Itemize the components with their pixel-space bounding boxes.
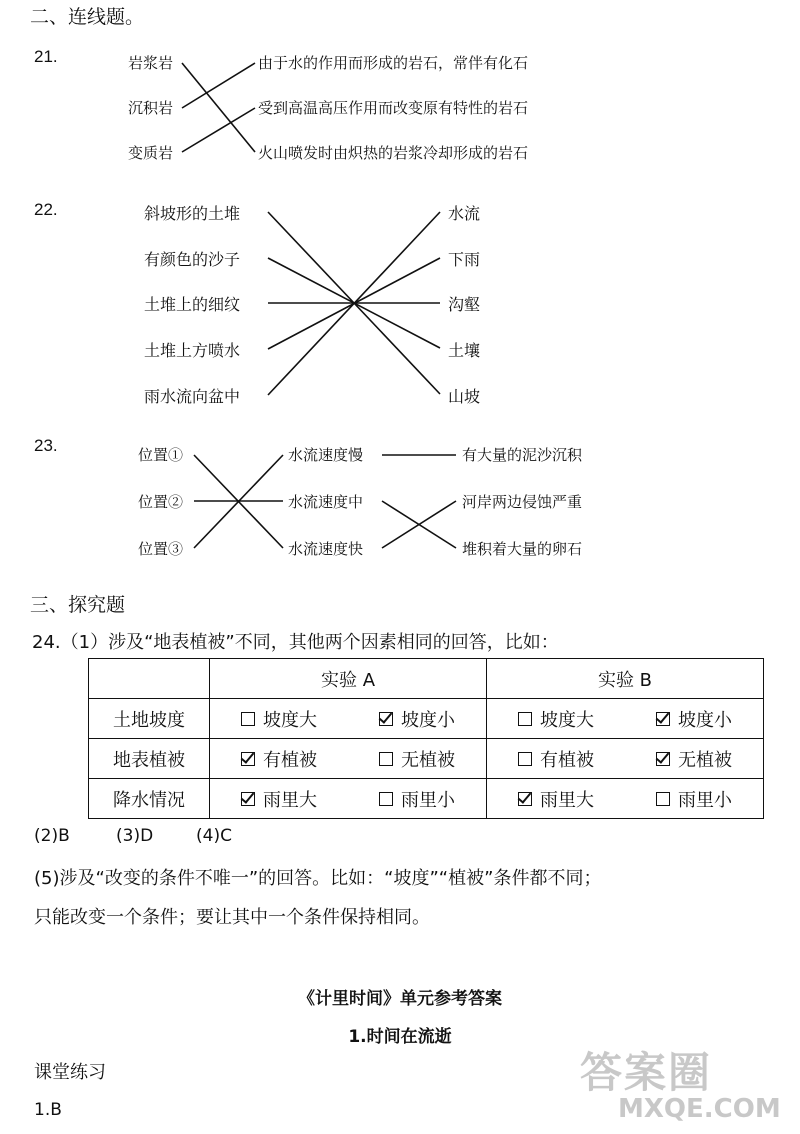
header-experiment-b: 实验 B — [487, 659, 764, 699]
checkbox-icon — [656, 752, 670, 766]
answer-5-line-1: (5)涉及“改变的条件不唯一”的回答。比如：“坡度”“植被”条件都不同； — [34, 868, 602, 889]
lesson-title: 1.时间在流逝 — [348, 1027, 452, 1047]
checkbox-icon — [241, 712, 255, 726]
q22-right-item: 山坡 — [448, 387, 481, 406]
q23-mid-item: 水流速度快 — [288, 540, 364, 558]
checkbox-icon — [518, 752, 532, 766]
option-label: 坡度小 — [401, 709, 455, 731]
header-experiment-a: 实验 A — [210, 659, 487, 699]
q21-right-item: 由于水的作用而形成的岩石，常伴有化石 — [258, 54, 529, 72]
q21-number: 21. — [34, 47, 58, 66]
q23-right-item: 堆积着大量的卵石 — [462, 540, 583, 558]
row-label: 地表植被 — [89, 739, 210, 779]
answer-5-line-2: 只能改变一个条件；要让其中一个条件保持相同。 — [34, 907, 430, 928]
option-label: 坡度大 — [540, 709, 594, 731]
q21-left-item: 沉积岩 — [128, 99, 174, 117]
table-row — [89, 739, 764, 779]
q21-right-item: 受到高温高压作用而改变原有特性的岩石 — [258, 99, 529, 117]
option — [379, 746, 455, 772]
q22-right-item: 水流 — [448, 204, 481, 223]
option — [518, 746, 594, 772]
q24-intro: 24.（1）涉及“地表植被”不同，其他两个因素相同的回答，比如： — [32, 632, 559, 653]
row-label: 土地坡度 — [89, 699, 210, 739]
answer-1: 1.B — [34, 1100, 62, 1120]
option — [241, 706, 317, 732]
checkbox-icon — [518, 712, 532, 726]
q22-left-item: 雨水流向盆中 — [144, 387, 241, 406]
option — [656, 746, 732, 772]
q23-right-item: 有大量的泥沙沉积 — [462, 446, 583, 464]
q22-left-item: 土堆上的细纹 — [144, 295, 241, 314]
experiment-table — [88, 658, 764, 819]
q22-left-item: 土堆上方喷水 — [144, 341, 241, 360]
experiment-a-cell — [210, 779, 487, 819]
q23-number: 23. — [34, 436, 58, 455]
table-corner-cell — [89, 659, 210, 699]
option — [379, 706, 455, 732]
q21-left-item: 岩浆岩 — [128, 54, 174, 72]
checkbox-icon — [379, 752, 393, 766]
option-label: 雨里小 — [401, 789, 455, 811]
option — [518, 786, 594, 812]
q22-right-item: 沟壑 — [448, 295, 481, 314]
option-label: 坡度大 — [263, 709, 317, 731]
section-2-heading: 二、连线题。 — [30, 6, 145, 28]
checkbox-icon — [518, 792, 532, 806]
option-label: 雨里大 — [263, 789, 317, 811]
section-3-heading: 三、探究题 — [30, 594, 126, 616]
answer-2: (2)B — [34, 826, 70, 846]
practice-heading: 课堂练习 — [34, 1062, 106, 1083]
checkbox-icon — [656, 712, 670, 726]
option — [656, 786, 732, 812]
q21-line — [182, 63, 255, 152]
option — [241, 746, 317, 772]
checkbox-icon — [379, 792, 393, 806]
q23-mid-item: 水流速度中 — [288, 493, 364, 511]
option-label: 无植被 — [678, 749, 732, 771]
watermark-url: MXQE.COM — [618, 1094, 781, 1124]
experiment-a-cell — [210, 739, 487, 779]
q21-line — [182, 108, 255, 152]
row-label: 降水情况 — [89, 779, 210, 819]
option — [241, 786, 317, 812]
checkbox-icon — [656, 792, 670, 806]
q22-right-item: 土壤 — [448, 341, 481, 360]
answer-3: (3)D — [116, 826, 154, 846]
option — [379, 786, 455, 812]
option — [518, 706, 594, 732]
q23-left-item: 位置① — [138, 446, 184, 464]
option-label: 坡度小 — [678, 709, 732, 731]
option-label: 无植被 — [401, 749, 455, 771]
checkbox-icon — [241, 752, 255, 766]
q21-line — [182, 63, 255, 108]
option-label: 雨里大 — [540, 789, 594, 811]
checkbox-icon — [241, 792, 255, 806]
table-row — [89, 699, 764, 739]
q22-right-item: 下雨 — [448, 250, 481, 269]
option-label: 有植被 — [540, 749, 594, 771]
experiment-a-cell — [210, 699, 487, 739]
q23-mid-item: 水流速度慢 — [288, 446, 364, 464]
q21-right-item: 火山喷发时由炽热的岩浆冷却形成的岩石 — [258, 144, 529, 162]
experiment-b-cell — [487, 699, 764, 739]
q22-left-item: 斜坡形的土堆 — [144, 204, 241, 223]
unit-title: 《计里时间》单元参考答案 — [298, 989, 502, 1009]
option-label: 有植被 — [263, 749, 317, 771]
experiment-b-cell — [487, 779, 764, 819]
q21-left-item: 变质岩 — [128, 144, 174, 162]
table-row — [89, 779, 764, 819]
q23-left-item: 位置③ — [138, 540, 184, 558]
q23-right-item: 河岸两边侵蚀严重 — [462, 493, 583, 511]
q23-left-item: 位置② — [138, 493, 184, 511]
table-header-row — [89, 659, 764, 699]
q22-left-item: 有颜色的沙子 — [144, 250, 241, 269]
answer-4: (4)C — [196, 826, 232, 846]
checkbox-icon — [379, 712, 393, 726]
q22-number: 22. — [34, 200, 58, 219]
option — [656, 706, 732, 732]
experiment-b-cell — [487, 739, 764, 779]
option-label: 雨里小 — [678, 789, 732, 811]
watermark-logo: 答案圈 — [580, 1048, 713, 1097]
